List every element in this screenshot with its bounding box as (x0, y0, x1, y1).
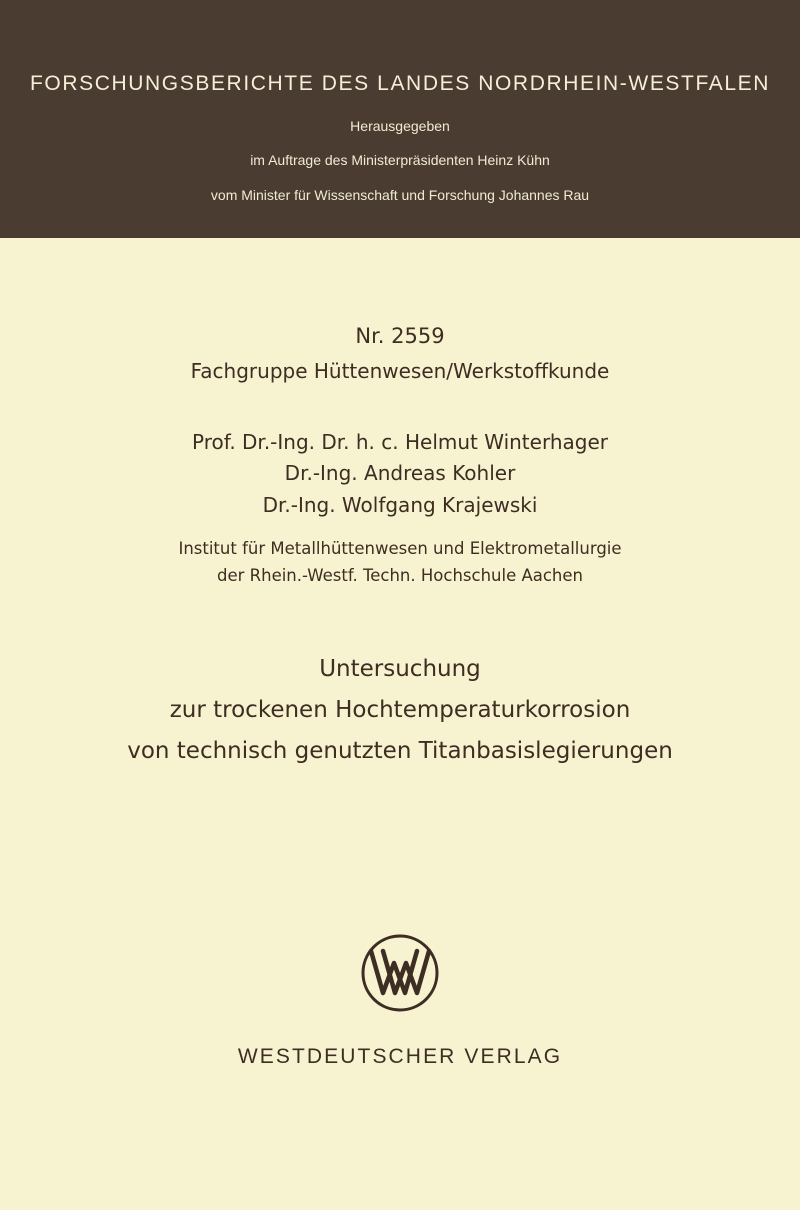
publisher-name: WESTDEUTSCHER VERLAG (237, 1045, 563, 1068)
author-1: Prof. Dr.-Ing. Dr. h. c. Helmut Winterhager (192, 430, 608, 454)
cover-content (0, 238, 800, 1210)
institute-line-1: Institut für Metallhüttenwesen und Elektrometallurgie (178, 539, 622, 558)
book-title-line-1: Untersuchung (319, 656, 481, 682)
author-3: Dr.-Ing. Wolfgang Krajewski (262, 493, 538, 517)
book-title-line-2: zur trockenen Hochtemperaturkorrosion (169, 697, 631, 723)
subject-group: Fachgruppe Hüttenwesen/Werkstoffkunde (190, 359, 610, 383)
minister-line: vom Minister für Wissenschaft und Forschung Johannes Rau (210, 187, 590, 203)
series-title: FORSCHUNGSBERICHTE DES LANDES NORDRHEIN-WESTFALEN (30, 72, 770, 95)
author-2: Dr.-Ing. Andreas Kohler (284, 461, 516, 485)
report-number: Nr. 2559 (355, 324, 445, 348)
commission-line: im Auftrage des Ministerpräsidenten Heinz Kühn (250, 152, 550, 168)
header-band (0, 0, 800, 238)
issued-by: Herausgegeben (350, 118, 450, 134)
institute-line-2: der Rhein.-Westf. Techn. Hochschule Aachen (217, 566, 583, 585)
book-title-line-3: von technisch genutzten Titanbasislegierungen (127, 738, 673, 764)
publisher-logo-icon (360, 933, 440, 1013)
